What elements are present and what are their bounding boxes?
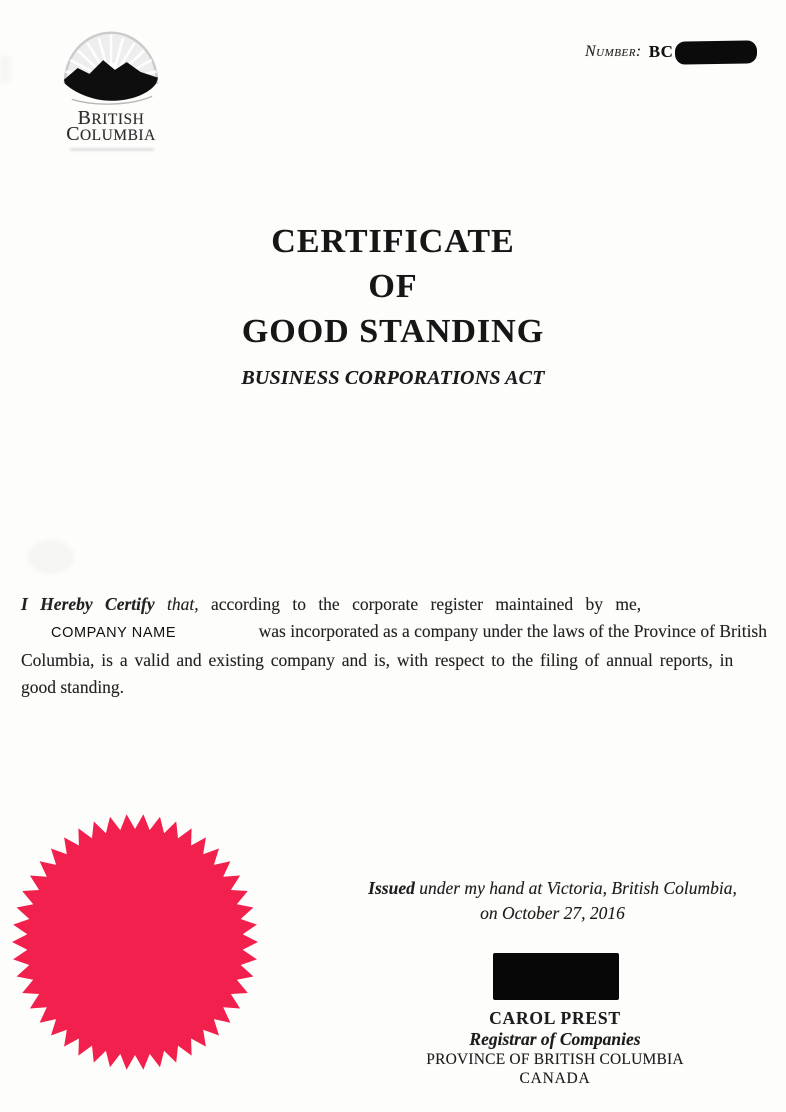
company-name-placeholder: COMPANY NAME xyxy=(51,625,177,641)
red-seal xyxy=(11,813,259,1071)
certify-line-2-rest: was incorporated as a company under the laws of the Province of British xyxy=(258,621,767,641)
logo-text-british: BRITISH xyxy=(77,107,145,129)
certify-that: that, xyxy=(166,594,199,614)
certify-line-4: good standing. xyxy=(21,677,125,697)
title-line-2: OF xyxy=(368,268,418,305)
issued-word: Issued xyxy=(368,878,415,898)
number-redaction-bar xyxy=(675,40,757,64)
certification-paragraph xyxy=(21,594,767,697)
certify-phrase: I Hereby Certify xyxy=(21,594,155,614)
number-label: Number: xyxy=(585,43,642,60)
signature-block xyxy=(419,1008,691,1088)
signature-redaction-bar xyxy=(493,953,619,1000)
certificate-title xyxy=(0,219,786,354)
act-subtitle: BUSINESS CORPORATIONS ACT xyxy=(241,367,545,389)
issuance-line-1-rest: under my hand at Victoria, British Columbia, xyxy=(419,878,737,898)
registrar-name: CAROL PREST xyxy=(489,1008,621,1028)
number-prefix: BC xyxy=(648,42,674,61)
certificate-number-row xyxy=(585,40,757,64)
certify-line-2 xyxy=(21,621,767,643)
registrar-role: Registrar of Companies xyxy=(469,1029,641,1049)
red-seal-star xyxy=(12,814,258,1069)
scan-artifact xyxy=(0,56,10,82)
certify-line-1-rest: according to the corporate register maintained by me, xyxy=(210,594,642,614)
province-line: PROVINCE OF BRITISH COLUMBIA xyxy=(426,1051,684,1068)
title-line-3: GOOD STANDING xyxy=(241,313,545,350)
scan-artifact xyxy=(28,540,74,574)
certify-line-3: Columbia, is a valid and existing company and is, with respect to the filing of annual reports, in xyxy=(21,650,734,670)
country-line: CANADA xyxy=(519,1070,591,1087)
logo-tagline-smudge xyxy=(70,148,154,151)
logo-text-columbia: COLUMBIA xyxy=(66,123,156,145)
title-line-1: CERTIFICATE xyxy=(271,223,515,260)
bc-sunburst-mountains-icon xyxy=(62,26,160,106)
issuance-date-line: on October 27, 2016 xyxy=(480,903,625,923)
certify-line-1 xyxy=(21,594,767,614)
issuance-statement xyxy=(330,876,775,926)
issuance-line-1 xyxy=(330,876,775,901)
